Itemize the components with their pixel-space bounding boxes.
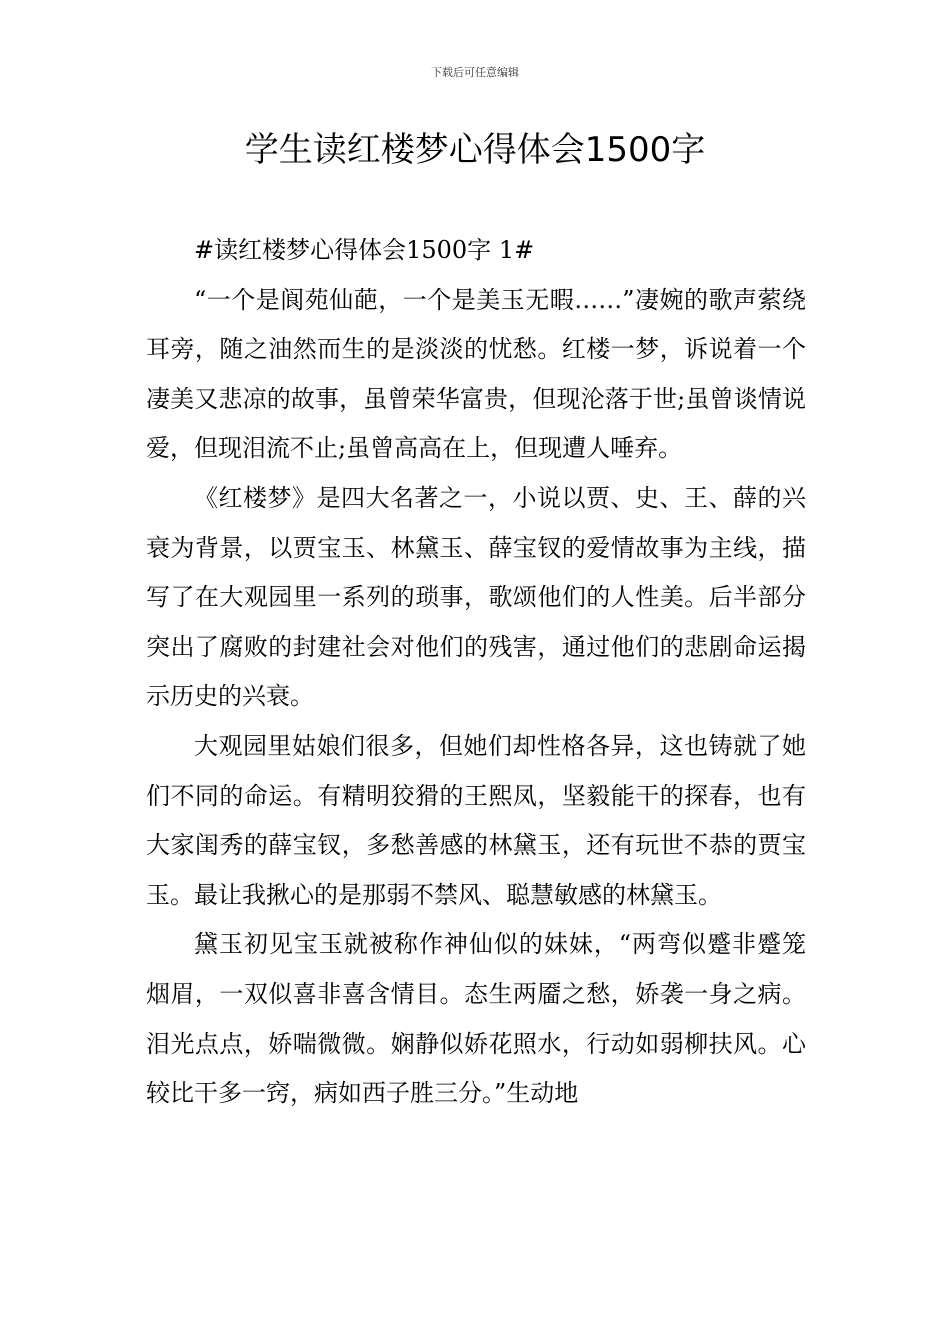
paragraph: “一个是阆苑仙葩，一个是美玉无暇……”凄婉的歌声萦绕耳旁，随之油然而生的是淡淡的忧愁。红楼一梦，诉说着一个凄美又悲凉的故事，虽曾荣华富贵，但现沦落于世;虽曾谈情说爱，但现泪流不止;虽曾高高在上，但现遭人唾弃。 <box>146 285 806 463</box>
paragraph: 黛玉初见宝玉就被称作神仙似的妹妹，“两弯似蹙非蹙笼烟眉，一双似喜非喜含情目。态生两靥之愁，娇袭一身之病。泪光点点，娇喘微微。娴静似娇花照水，行动如弱柳扶风。心较比干多一窍，病如西子胜三分。”生动地 <box>146 930 806 1108</box>
document-title: 学生读红楼梦心得体会1500字 <box>244 130 706 170</box>
section-heading: #读红楼梦心得体会1500字 1# <box>194 236 535 264</box>
document-body <box>146 226 806 1119</box>
header-note: 下载后可任意编辑 <box>431 66 519 79</box>
paragraph: 《红楼梦》是四大名著之一，小说以贾、史、王、薛的兴衰为背景，以贾宝玉、林黛玉、薛宝钗的爱情故事为主线，描写了在大观园里一系列的琐事，歌颂他们的人性美。后半部分突出了腐败的封建社会对他们的残害，通过他们的悲剧命运揭示历史的兴衰。 <box>146 483 806 711</box>
paragraph: 大观园里姑娘们很多，但她们却性格各异，这也铸就了她们不同的命运。有精明狡猾的王熙凤，坚毅能干的探春，也有大家闺秀的薛宝钗，多愁善感的林黛玉，还有玩世不恭的贾宝玉。最让我揪心的是那弱不禁风、聪慧敏感的林黛玉。 <box>146 731 806 909</box>
